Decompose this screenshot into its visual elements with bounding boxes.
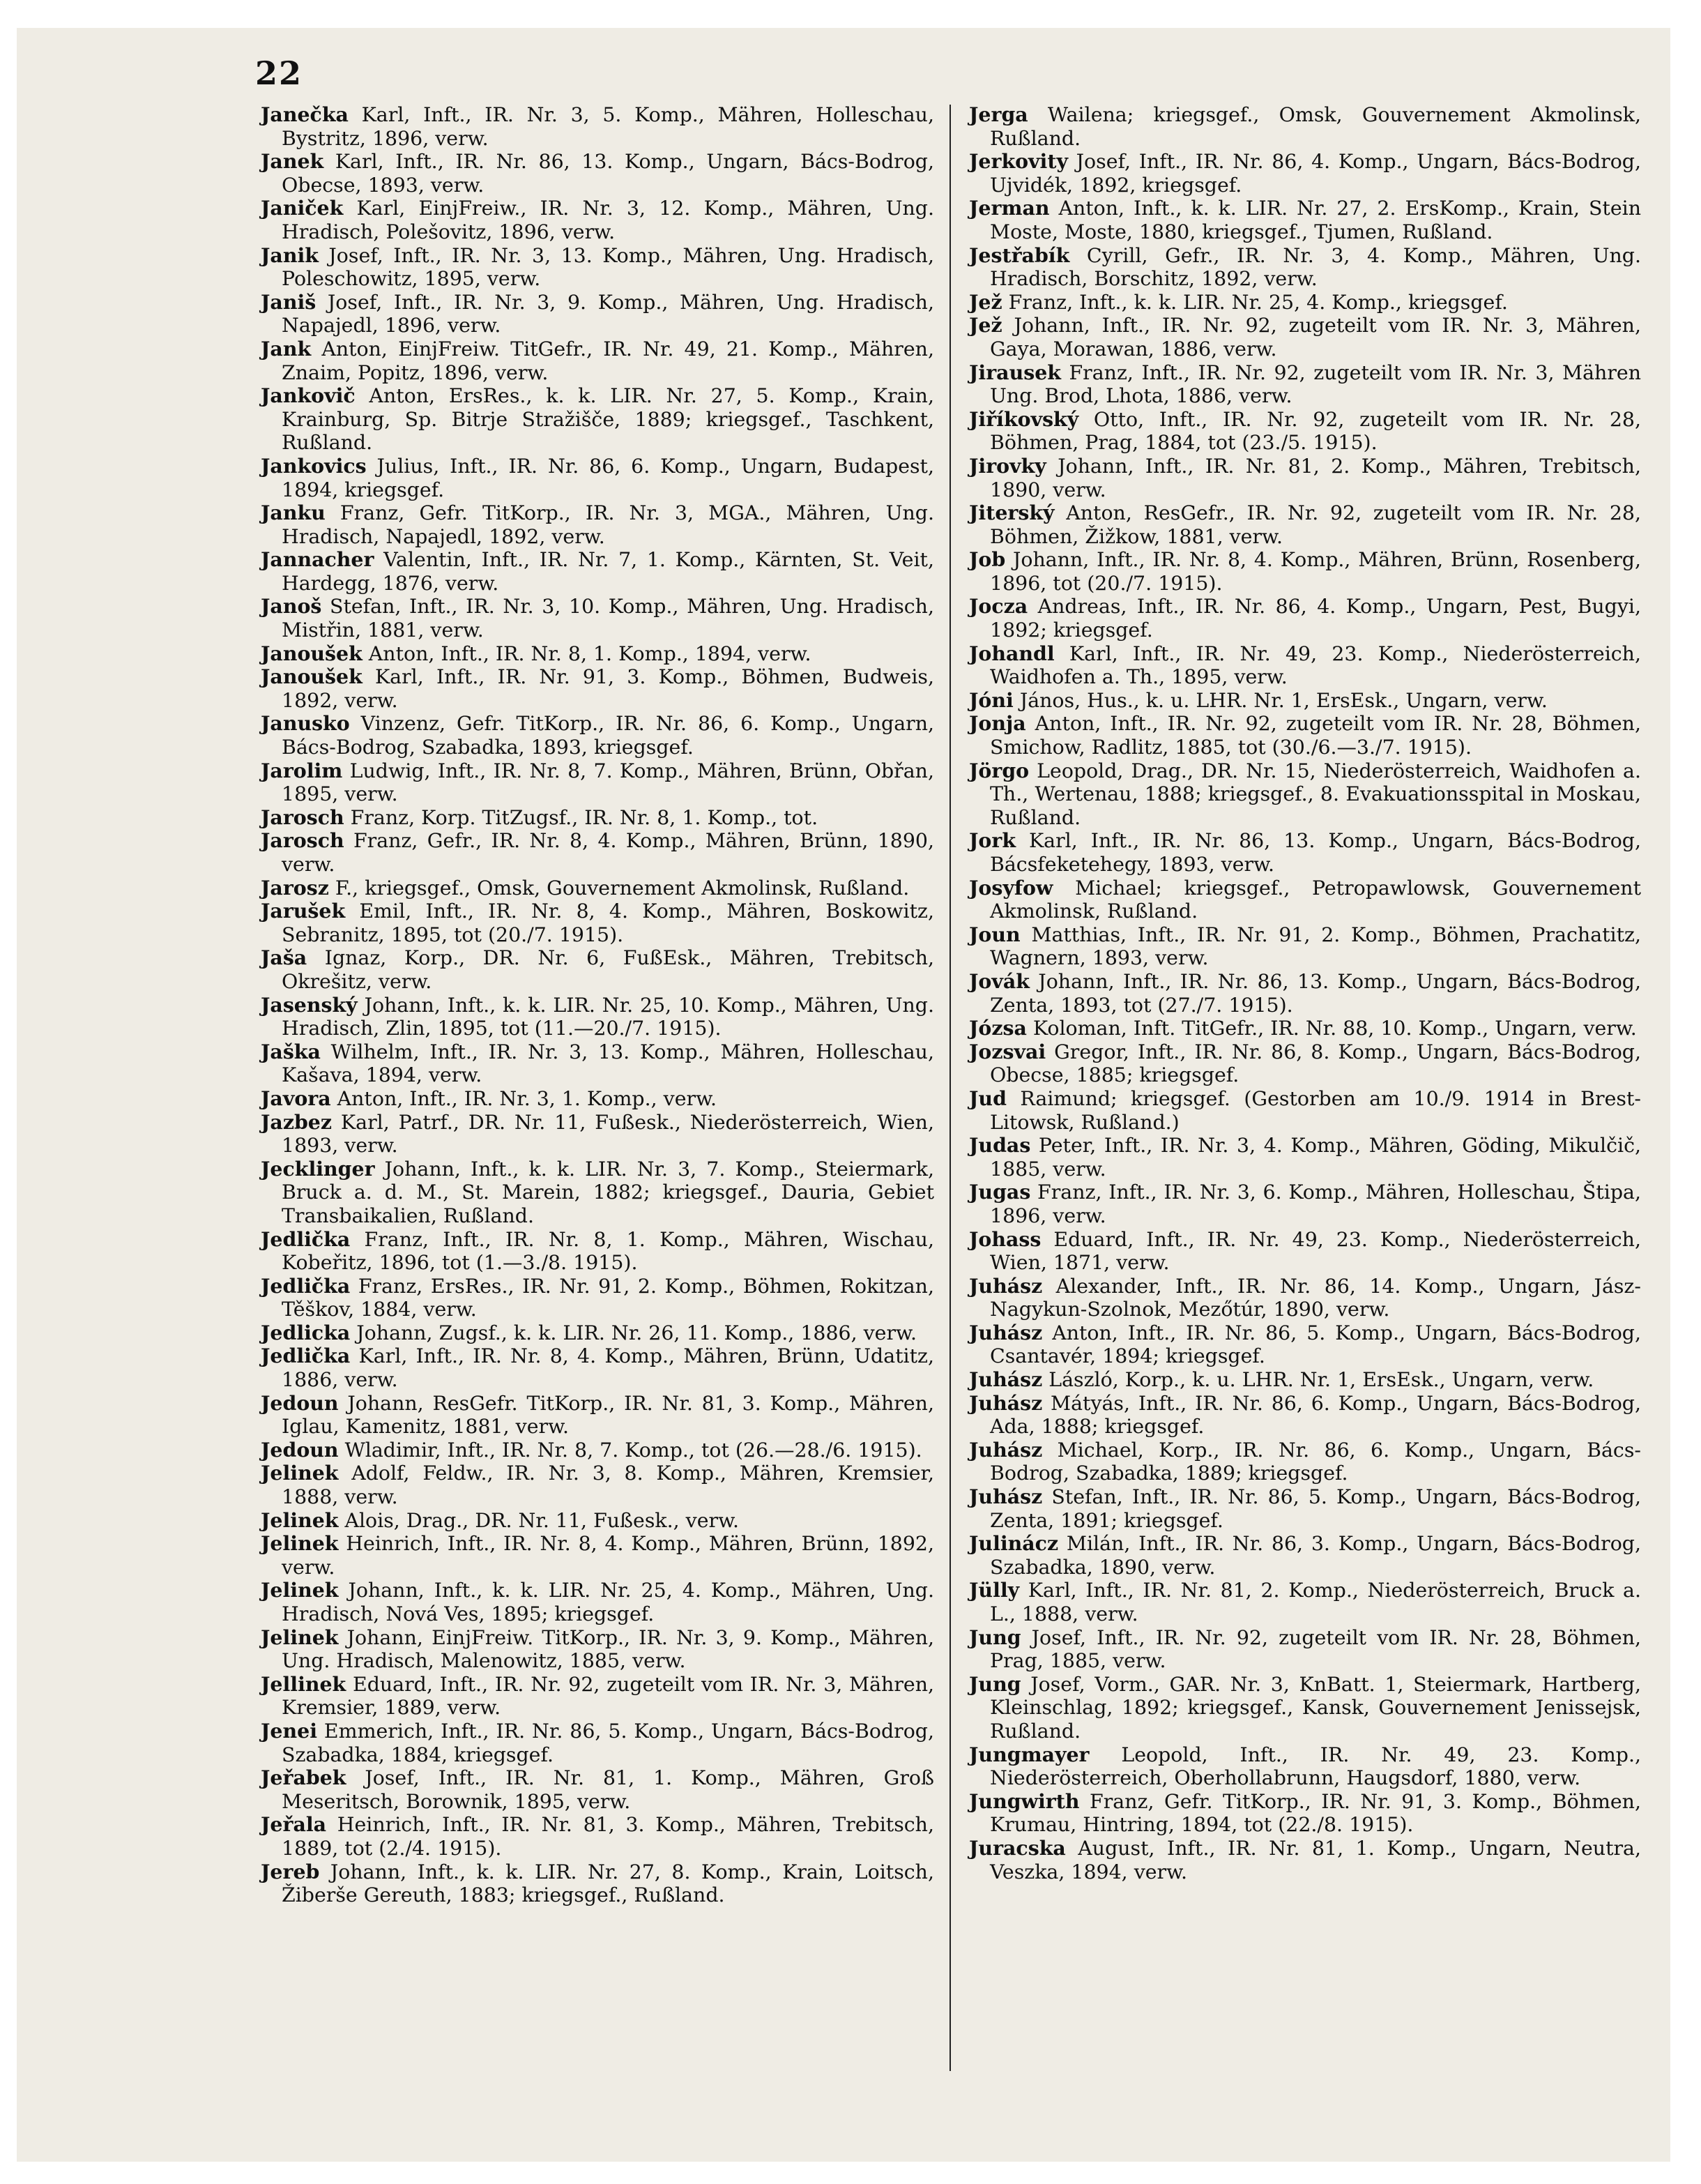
entry-details: Heinrich, Inft., IR. Nr. 8, 4. Komp., Mähren, Brünn, 1892, verw. [282, 1532, 934, 1579]
entry-surname: Jarolim [261, 758, 343, 782]
list-item [261, 946, 934, 993]
entry-surname: Jedlička [261, 1227, 351, 1251]
list-item [261, 548, 934, 595]
entry-surname: Jankovič [261, 384, 356, 408]
entry-surname: Jovák [969, 969, 1030, 993]
entry-details: Franz, Inft., IR. Nr. 92, zugeteilt vom IR. Nr. 3, Mähren Ung. Brod, Lhota, 1886, verw. [990, 361, 1641, 408]
entry-surname: Jugas [969, 1180, 1031, 1204]
entry-details: Josef, Inft., IR. Nr. 81, 1. Komp., Mähren, Groß Meseritsch, Borownik, 1895, verw. [282, 1766, 934, 1813]
entry-details: Johann, Zugsf., k. k. LIR. Nr. 26, 11. Komp., 1886, verw. [350, 1321, 917, 1344]
entry-details: Alois, Drag., DR. Nr. 11, Fußesk., verw. [338, 1508, 740, 1532]
entry-details: Josef, Inft., IR. Nr. 3, 9. Komp., Mähren, Ung. Hradisch, Napajedl, 1896, verw. [282, 290, 934, 338]
entry-surname: Juhász [969, 1485, 1043, 1509]
entry-details: Karl, Inft., IR. Nr. 8, 4. Komp., Mähren, Brünn, Udatitz, 1886, verw. [282, 1344, 934, 1392]
entry-surname: Jankovics [261, 453, 367, 478]
entry-surname: Jecklinger [261, 1156, 375, 1181]
list-item [969, 970, 1641, 1017]
list-item [969, 103, 1641, 150]
entry-details: Johann, ResGefr. TitKorp., IR. Nr. 81, 3. Komp., Mähren, Iglau, Kamenitz, 1881, verw. [282, 1391, 934, 1439]
entry-details: Adolf, Feldw., IR. Nr. 3, 8. Komp., Mähren, Kremsier, 1888, verw. [282, 1462, 934, 1509]
entry-surname: Jirausek [969, 360, 1061, 384]
list-item [261, 877, 934, 900]
list-item [261, 244, 934, 291]
entry-surname: Judas [969, 1133, 1031, 1158]
entry-surname: Jannacher [261, 547, 374, 572]
entry-surname: Jonja [969, 711, 1026, 736]
entry-surname: Jungwirth [969, 1789, 1080, 1813]
entry-surname: Johandl [969, 641, 1055, 665]
list-item [261, 1532, 934, 1579]
entry-details: János, Hus., k. u. LHR. Nr. 1, ErsEsk., Ungarn, verw. [1013, 688, 1548, 712]
list-item [261, 1275, 934, 1321]
list-item [969, 1392, 1641, 1439]
list-item [969, 314, 1641, 361]
list-item [969, 689, 1641, 713]
entry-details: Valentin, Inft., IR. Nr. 7, 1. Komp., Kärnten, St. Veit, Hardegg, 1876, verw. [282, 548, 934, 595]
list-item [261, 291, 934, 338]
entry-surname: Jedoun [261, 1437, 339, 1462]
list-item [261, 665, 934, 712]
entry-surname: Jarosch [261, 805, 344, 829]
list-item [261, 1040, 934, 1087]
list-item [261, 595, 934, 642]
list-item [969, 829, 1641, 876]
entry-details: Anton, Inft., IR. Nr. 3, 1. Komp., verw. [330, 1086, 717, 1110]
entry-details: Gregor, Inft., IR. Nr. 86, 8. Komp., Ungarn, Bács-Bodrog, Obecse, 1885; kriegsgef. [990, 1040, 1641, 1087]
list-item [261, 1111, 934, 1158]
list-item [261, 712, 934, 759]
entry-surname: Jozsvai [969, 1039, 1046, 1063]
list-item [969, 1017, 1641, 1040]
entry-surname: Juhász [969, 1320, 1043, 1344]
entry-surname: Johass [969, 1227, 1042, 1251]
entry-details: Franz, Gefr. TitKorp., IR. Nr. 91, 3. Komp., Böhmen, Krumau, Hintring, 1894, tot (22./8. 1915). [990, 1789, 1641, 1837]
list-item [261, 1626, 934, 1673]
entry-surname: Jeřala [261, 1812, 327, 1837]
entry-details: Ludwig, Inft., IR. Nr. 8, 7. Komp., Mähren, Brünn, Obřan, 1895, verw. [282, 759, 934, 806]
entry-details: Raimund; kriegsgef. (Gestorben am 10./9. 1914 in Brest-Litowsk, Rußland.) [990, 1086, 1641, 1134]
entry-details: Michael; kriegsgef., Petropawlowsk, Gouvernement Akmolinsk, Rußland. [990, 876, 1641, 923]
list-item [261, 1462, 934, 1508]
list-item [969, 1368, 1641, 1392]
entry-details: Franz, Korp. TitZugsf., IR. Nr. 8, 1. Komp., tot. [344, 805, 818, 829]
column-divider [949, 105, 951, 2071]
entry-details: Josef, Inft., IR. Nr. 92, zugeteilt vom IR. Nr. 28, Böhmen, Prag, 1885, verw. [990, 1625, 1641, 1673]
list-item [969, 1743, 1641, 1790]
entry-surname: Jungmayer [969, 1742, 1090, 1766]
entry-surname: Jiříkovský [969, 407, 1079, 431]
entry-surname: Jork [969, 828, 1016, 853]
entry-details: Ignaz, Korp., DR. Nr. 6, FußEsk., Mähren, Trebitsch, Okrešitz, verw. [282, 946, 934, 993]
entry-details: Johann, Inft., k. k. LIR. Nr. 27, 8. Komp., Krain, Loitsch, Žiberše Gereuth, 1883; kriegsgef., Rußland. [282, 1860, 934, 1907]
entry-surname: Jelinek [261, 1508, 339, 1532]
list-item [969, 197, 1641, 243]
list-item [969, 923, 1641, 970]
list-item [969, 1485, 1641, 1532]
entry-details: Johann, Inft., k. k. LIR. Nr. 3, 7. Komp., Steiermark, Bruck a. d. M., St. Marein, 1882; kriegsgef., Dauria, Gebiet Transbaikalien, Rußland. [282, 1157, 934, 1227]
list-item [969, 1228, 1641, 1275]
list-item [261, 455, 934, 501]
list-item [261, 1579, 934, 1625]
entry-surname: Julinácz [969, 1531, 1059, 1556]
entry-details: Wilhelm, Inft., IR. Nr. 3, 13. Komp., Mähren, Holleschau, Kašava, 1894, verw. [282, 1040, 934, 1087]
entry-details: Johann, Inft., k. k. LIR. Nr. 25, 10. Komp., Mähren, Ung. Hradisch, Zlin, 1895, tot (11.—20./7. 1915). [282, 993, 934, 1040]
list-item [969, 501, 1641, 548]
entry-surname: Janek [261, 149, 324, 174]
list-item [969, 1087, 1641, 1134]
list-item [261, 1344, 934, 1391]
list-item [969, 1134, 1641, 1181]
entry-details: Cyrill, Gefr., IR. Nr. 3, 4. Komp., Mähren, Ung. Hradisch, Borschitz, 1892, verw. [990, 243, 1641, 291]
entry-details: Stefan, Inft., IR. Nr. 86, 5. Komp., Ungarn, Bács-Bodrog, Zenta, 1891; kriegsgef. [990, 1485, 1641, 1532]
entry-surname: Janku [261, 501, 326, 525]
list-item [261, 1813, 934, 1860]
entry-details: Franz, Inft., IR. Nr. 8, 1. Komp., Mähren, Wischau, Kobeřitz, 1896, tot (1.—3./8. 1915). [282, 1227, 934, 1275]
entry-details: Anton, ResGefr., IR. Nr. 92, zugeteilt vom IR. Nr. 28, Böhmen, Žižkow, 1881, verw. [990, 501, 1641, 548]
entry-surname: Juhász [969, 1273, 1043, 1298]
list-item [261, 642, 934, 666]
list-item [261, 1509, 934, 1533]
entry-surname: Jerkovity [969, 149, 1068, 174]
entry-surname: Jerga [969, 103, 1028, 126]
list-item [261, 900, 934, 946]
entry-surname: Jaša [261, 946, 307, 970]
entry-details: Koloman, Inft. TitGefr., IR. Nr. 88, 10. Komp., Ungarn, verw. [1026, 1017, 1637, 1040]
entry-details: Anton, Inft., IR. Nr. 86, 5. Komp., Ungarn, Bács-Bodrog, Csantavér, 1894; kriegsgef. [990, 1321, 1641, 1368]
list-item [969, 1626, 1641, 1673]
entry-details: Otto, Inft., IR. Nr. 92, zugeteilt vom IR. Nr. 28, Böhmen, Prag, 1884, tot (23./5. 1915). [990, 407, 1641, 455]
entry-details: Matthias, Inft., IR. Nr. 91, 2. Komp., Böhmen, Prachatitz, Wagnern, 1893, verw. [990, 923, 1641, 970]
list-item [261, 1158, 934, 1228]
entry-surname: Janečka [261, 103, 349, 126]
entry-details: Wailena; kriegsgef., Omsk, Gouvernement Akmolinsk, Rußland. [990, 103, 1641, 150]
entry-details: Mátyás, Inft., IR. Nr. 86, 6. Komp., Ungarn, Bács-Bodrog, Ada, 1888; kriegsgef. [990, 1391, 1641, 1439]
entry-surname: Jasenský [261, 992, 358, 1017]
page-number: 22 [255, 54, 303, 92]
entry-details: Milán, Inft., IR. Nr. 86, 3. Komp., Ungarn, Bács-Bodrog, Szabadka, 1890, verw. [990, 1532, 1641, 1579]
entry-surname: Janoš [261, 594, 322, 619]
entry-surname: Juhász [969, 1437, 1043, 1462]
list-item [969, 455, 1641, 501]
list-item [261, 1766, 934, 1813]
list-item [969, 1837, 1641, 1883]
list-item [261, 1392, 934, 1439]
entry-details: F., kriegsgef., Omsk, Gouvernement Akmolinsk, Rußland. [328, 876, 910, 900]
list-item [969, 1439, 1641, 1485]
entry-details: Eduard, Inft., IR. Nr. 49, 23. Komp., Niederösterreich, Wien, 1871, verw. [990, 1227, 1641, 1275]
entry-surname: Jedlicka [261, 1320, 351, 1344]
entry-details: Anton, EinjFreiw. TitGefr., IR. Nr. 49, 21. Komp., Mähren, Znaim, Popitz, 1896, verw. [282, 337, 934, 384]
entry-details: Karl, Inft., IR. Nr. 86, 13. Komp., Ungarn, Bács-Bodrog, Obecse, 1893, verw. [282, 150, 934, 197]
list-item [969, 1673, 1641, 1743]
entry-details: Franz, Gefr., IR. Nr. 8, 4. Komp., Mähren, Brünn, 1890, verw. [282, 829, 934, 876]
entry-details: Josef, Inft., IR. Nr. 86, 4. Komp., Ungarn, Bács-Bodrog, Ujvidék, 1892, kriegsgef. [990, 150, 1641, 197]
list-item [969, 877, 1641, 923]
entry-surname: Jud [969, 1086, 1007, 1110]
entry-surname: Józsa [969, 1016, 1027, 1040]
entry-details: Anton, Inft., IR. Nr. 92, zugeteilt vom IR. Nr. 28, Böhmen, Smichow, Radlitz, 1885, tot (30./6.—3./7. 1915). [990, 712, 1641, 759]
entry-details: Leopold, Inft., IR. Nr. 49, 23. Komp., Niederösterreich, Oberhollabrunn, Haugsdorf, 1880, verw. [990, 1743, 1641, 1790]
entry-surname: Jung [969, 1625, 1021, 1649]
entry-details: Johann, Inft., IR. Nr. 86, 13. Komp., Ungarn, Bács-Bodrog, Zenta, 1893, tot (27./7. 1915). [990, 969, 1641, 1017]
list-item [969, 595, 1641, 642]
entry-surname: Jörgo [969, 758, 1030, 782]
entry-surname: Jellinek [261, 1671, 346, 1696]
list-item [261, 1087, 934, 1111]
entry-surname: Jocza [969, 594, 1028, 619]
entry-details: Eduard, Inft., IR. Nr. 92, zugeteilt vom IR. Nr. 3, Mähren, Kremsier, 1889, verw. [282, 1672, 934, 1720]
list-item [969, 1275, 1641, 1321]
entry-details: Emil, Inft., IR. Nr. 8, 4. Komp., Mähren, Boskowitz, Sebranitz, 1895, tot (20./7. 1915). [282, 900, 934, 946]
list-item [261, 384, 934, 455]
entry-details: László, Korp., k. u. LHR. Nr. 1, ErsEsk., Ungarn, verw. [1042, 1368, 1594, 1392]
entry-surname: Jirovky [969, 453, 1046, 478]
entry-details: Karl, Inft., IR. Nr. 3, 5. Komp., Mähren, Holleschau, Bystritz, 1896, verw. [282, 103, 934, 150]
entry-surname: Jazbez [261, 1109, 332, 1134]
entry-surname: Jaška [261, 1039, 321, 1063]
entry-details: Emmerich, Inft., IR. Nr. 86, 5. Komp., Ungarn, Bács-Bodrog, Szabadka, 1884, kriegsgef. [282, 1719, 934, 1766]
entry-details: Franz, ErsRes., IR. Nr. 91, 2. Komp., Böhmen, Rokitzan, Těškov, 1884, verw. [282, 1274, 934, 1321]
entry-details: Josef, Inft., IR. Nr. 3, 13. Komp., Mähren, Ung. Hradisch, Poleschowitz, 1895, verw. [282, 243, 934, 291]
list-item [261, 1228, 934, 1275]
entry-details: Heinrich, Inft., IR. Nr. 81, 3. Komp., Mähren, Trebitsch, 1889, tot (2./4. 1915). [282, 1813, 934, 1860]
list-item [969, 642, 1641, 689]
entry-details: Leopold, Drag., DR. Nr. 15, Niederösterreich, Waidhofen a. Th., Wertenau, 1888; kriegsgef., 8. Evakuationsspital in Moskau, Rußland. [990, 759, 1641, 829]
entry-surname: Jóni [969, 688, 1014, 712]
list-item [261, 150, 934, 197]
entry-details: Franz, Inft., k. k. LIR. Nr. 25, 4. Komp., kriegsgef. [1002, 290, 1508, 314]
entry-surname: Janiček [261, 196, 344, 220]
entry-details: Karl, Inft., IR. Nr. 81, 2. Komp., Niederösterreich, Bruck a. L., 1888, verw. [990, 1579, 1641, 1625]
entry-details: Karl, EinjFreiw., IR. Nr. 3, 12. Komp., Mähren, Ung. Hradisch, Polešovitz, 1896, verw. [282, 197, 934, 243]
list-item [969, 1181, 1641, 1227]
entry-details: Karl, Inft., IR. Nr. 86, 13. Komp., Ungarn, Bács-Bodrog, Bácsfeketehegy, 1893, verw. [990, 829, 1641, 876]
entry-surname: Jelinek [261, 1625, 339, 1649]
entry-surname: Juhász [969, 1390, 1043, 1415]
entry-details: Peter, Inft., IR. Nr. 3, 4. Komp., Mähren, Göding, Mikulčič, 1885, verw. [990, 1134, 1641, 1181]
entry-surname: Jarosz [261, 875, 329, 900]
entry-surname: Jelinek [261, 1461, 339, 1485]
entry-surname: Jarosch [261, 828, 344, 853]
list-item [261, 1860, 934, 1907]
entry-surname: Juracska [969, 1835, 1066, 1860]
entry-details: Karl, Patrf., DR. Nr. 11, Fußesk., Niederösterreich, Wien, 1893, verw. [282, 1110, 934, 1158]
entry-details: Johann, EinjFreiw. TitKorp., IR. Nr. 3, 9. Komp., Mähren, Ung. Hradisch, Malenowitz, 1885, verw. [282, 1625, 934, 1673]
list-item [969, 150, 1641, 197]
entry-surname: Jerman [969, 196, 1050, 220]
entry-details: Andreas, Inft., IR. Nr. 86, 4. Komp., Ungarn, Pest, Bugyi, 1892; kriegsgef. [990, 595, 1641, 642]
entry-surname: Jež [969, 313, 1002, 338]
entry-surname: Jarušek [261, 899, 346, 923]
list-item [261, 994, 934, 1040]
entry-surname: Jedlička [261, 1344, 351, 1368]
entry-details: Franz, Gefr. TitKorp., IR. Nr. 3, MGA., Mähren, Ung. Hradisch, Napajedl, 1892, verw. [282, 501, 934, 548]
right-column [969, 103, 1641, 1883]
entry-surname: Janiš [261, 289, 316, 314]
left-column [261, 103, 934, 1907]
list-item [261, 829, 934, 876]
entry-surname: Janusko [261, 711, 350, 736]
entry-surname: Jedoun [261, 1390, 339, 1415]
list-item [969, 1532, 1641, 1579]
entry-surname: Jiterský [969, 501, 1055, 525]
entry-details: Franz, Inft., IR. Nr. 3, 6. Komp., Mähren, Holleschau, Štipa, 1896, verw. [990, 1181, 1641, 1227]
entry-details: Anton, Inft., IR. Nr. 8, 1. Komp., 1894, verw. [362, 642, 811, 665]
entry-surname: Job [969, 547, 1006, 572]
list-item [261, 806, 934, 830]
entry-surname: Jung [969, 1671, 1021, 1696]
entry-details: Johann, Inft., k. k. LIR. Nr. 25, 4. Komp., Mähren, Ung. Hradisch, Nová Ves, 1895; kriegsgef. [282, 1579, 934, 1625]
entry-surname: Jelinek [261, 1578, 339, 1602]
list-item [969, 1579, 1641, 1625]
entry-surname: Jereb [261, 1859, 320, 1883]
entry-details: Michael, Korp., IR. Nr. 86, 6. Komp., Ungarn, Bács-Bodrog, Szabadka, 1889; kriegsgef. [990, 1438, 1641, 1485]
entry-details: Anton, ErsRes., k. k. LIR. Nr. 27, 5. Komp., Krain, Krainburg, Sp. Bitrje Stražišče, 1889; kriegsgef., Taschkent, Rußland. [282, 384, 934, 455]
list-item [969, 1790, 1641, 1837]
entry-surname: Janoušek [261, 665, 363, 689]
entry-surname: Jeřabek [261, 1766, 346, 1790]
entry-surname: Joun [969, 922, 1021, 946]
entry-details: Johann, Inft., IR. Nr. 8, 4. Komp., Mähren, Brünn, Rosenberg, 1896, tot (20./7. 1915). [990, 548, 1641, 595]
entry-surname: Janik [261, 243, 319, 267]
list-item [969, 1040, 1641, 1087]
entry-details: Karl, Inft., IR. Nr. 49, 23. Komp., Niederösterreich, Waidhofen a. Th., 1895, verw. [990, 642, 1641, 689]
list-item [261, 197, 934, 243]
entry-details: Julius, Inft., IR. Nr. 86, 6. Komp., Ungarn, Budapest, 1894, kriegsgef. [282, 454, 934, 501]
list-item [261, 103, 934, 150]
list-item [969, 759, 1641, 830]
list-item [261, 338, 934, 384]
list-item [969, 291, 1641, 314]
entry-details: Wladimir, Inft., IR. Nr. 8, 7. Komp., tot (26.—28./6. 1915). [338, 1438, 922, 1462]
entry-surname: Jež [969, 289, 1002, 314]
list-item [969, 361, 1641, 408]
entry-details: Karl, Inft., IR. Nr. 91, 3. Komp., Böhmen, Budweis, 1892, verw. [282, 665, 934, 712]
entry-surname: Jülly [969, 1578, 1020, 1602]
list-item [261, 1321, 934, 1345]
entry-surname: Jank [261, 336, 312, 361]
list-item [969, 408, 1641, 455]
entry-surname: Janoušek [261, 641, 363, 665]
list-item [969, 1321, 1641, 1368]
entry-details: Anton, Inft., k. k. LIR. Nr. 27, 2. ErsKomp., Krain, Stein Moste, Moste, 1880, kriegsgef., Tjumen, Rußland. [990, 197, 1641, 243]
list-item [969, 548, 1641, 595]
entry-details: Alexander, Inft., IR. Nr. 86, 14. Komp., Ungarn, Jász-Nagykun-Szolnok, Mezőtúr, 1890, verw. [990, 1274, 1641, 1321]
entry-surname: Javora [261, 1086, 331, 1110]
list-item [261, 759, 934, 806]
list-item [261, 501, 934, 548]
list-item [261, 1439, 934, 1462]
entry-details: Johann, Inft., IR. Nr. 92, zugeteilt vom IR. Nr. 3, Mähren, Gaya, Morawan, 1886, verw. [990, 314, 1641, 361]
entry-surname: Josyfow [969, 875, 1053, 900]
list-item [261, 1673, 934, 1720]
entry-details: Josef, Vorm., GAR. Nr. 3, KnBatt. 1, Steiermark, Hartberg, Kleinschlag, 1892; kriegsgef., Kansk, Gouvernement Jenissejsk, Rußland. [990, 1672, 1641, 1743]
entry-details: Johann, Inft., IR. Nr. 81, 2. Komp., Mähren, Trebitsch, 1890, verw. [990, 454, 1641, 501]
entry-surname: Jestřabík [969, 243, 1070, 267]
entry-details: Stefan, Inft., IR. Nr. 3, 10. Komp., Mähren, Ung. Hradisch, Mistřin, 1881, verw. [282, 595, 934, 642]
entry-surname: Juhász [969, 1367, 1043, 1392]
entry-surname: Jelinek [261, 1531, 339, 1556]
list-item [969, 244, 1641, 291]
entry-details: Vinzenz, Gefr. TitKorp., IR. Nr. 86, 6. Komp., Ungarn, Bács-Bodrog, Szabadka, 1893, kriegsgef. [282, 712, 934, 759]
list-item [261, 1720, 934, 1766]
list-item [969, 712, 1641, 759]
entry-surname: Jenei [261, 1718, 317, 1743]
entry-surname: Jedlička [261, 1273, 351, 1298]
entry-details: August, Inft., IR. Nr. 81, 1. Komp., Ungarn, Neutra, Veszka, 1894, verw. [990, 1836, 1641, 1883]
